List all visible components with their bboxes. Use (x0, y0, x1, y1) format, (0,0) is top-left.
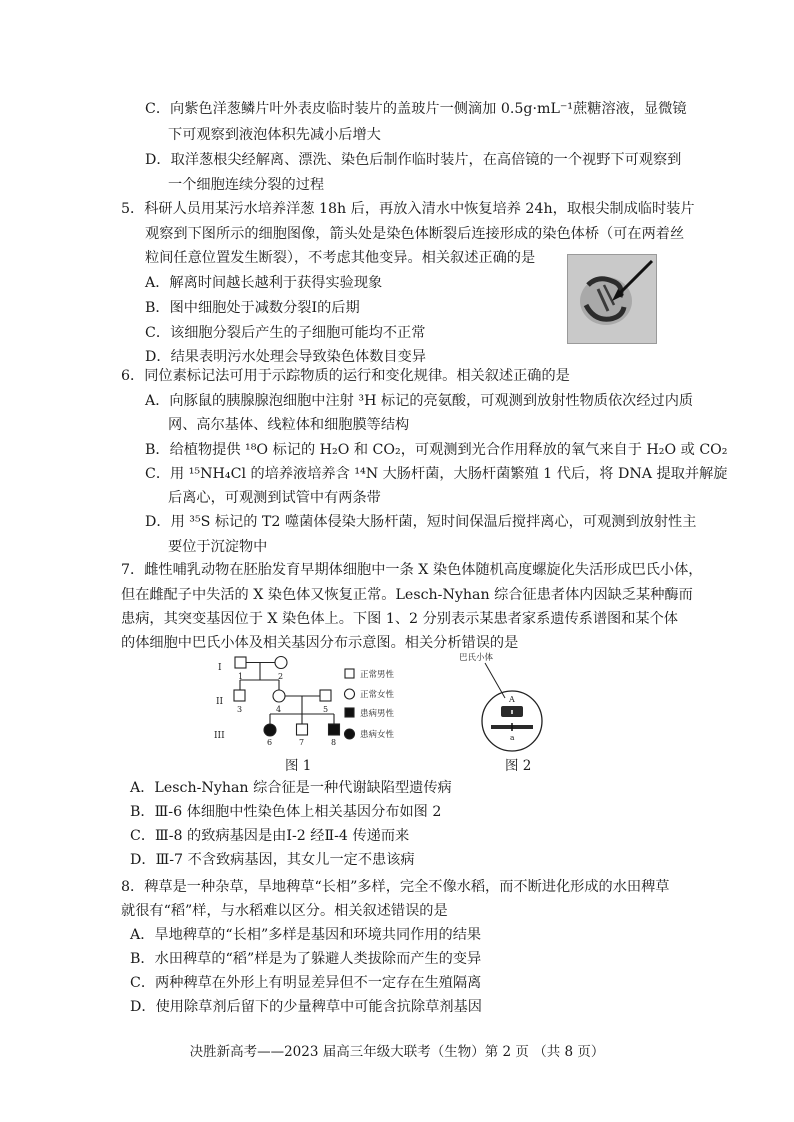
legend-affected-female-icon (345, 729, 355, 739)
question-stem: 7．雌性哺乳动物在胚胎发育早期体细胞中一条 X 染色体随机高度螺旋化失活形成巴氏小体， (121, 562, 703, 578)
option-text: B．Ⅲ-6 体细胞中性染色体上相关基因分布如图 2 (130, 804, 442, 820)
question-stem: 患病，其突变基因位于 X 染色体上。下图 1、2 分别表示某患者家系遗传系谱图和某个体 (121, 611, 678, 627)
option-text: B．给植物提供 ¹⁸O 标记的 H₂O 和 CO₂，可观测到光合作用释放的氧气来自于 H₂O 或 CO₂ (145, 442, 728, 458)
option-text: C．该细胞分裂后产生的子细胞可能均不正常 (145, 325, 426, 341)
question-stem: 但在雌配子中失活的 X 染色体又恢复正常。Lesch-Nyhan 综合征患者体内因缺乏某种酶而 (121, 587, 693, 603)
option-text: 下可观察到液泡体积先减小后增大 (168, 127, 381, 143)
option-text: 网、高尔基体、线粒体和细胞膜等结构 (168, 417, 410, 433)
option-text: A．Lesch-Nyhan 综合征是一种代谢缺陷型遗传病 (130, 780, 452, 796)
question-stem: 5．科研人员用某污水培养洋葱 18h 后，再放入清水中恢复培养 24h，取根尖制成临时装片 (121, 201, 695, 217)
figure-caption: 图 1 (285, 758, 312, 774)
gene-label: A (509, 695, 515, 704)
pedigree-normal-male (320, 690, 331, 701)
legend-affected-male-icon (345, 708, 354, 717)
question-stem: 就很有“稻”样，与水稻难以区分。相关叙述错误的是 (121, 903, 448, 919)
legend-label: 正常男性 (360, 670, 395, 680)
generation-label: III (214, 731, 225, 741)
pedigree-normal-male (297, 724, 308, 735)
pedigree-normal-female (275, 657, 287, 669)
question-stem: 的体细胞中巴氏小体及相关基因分布示意图。相关分析错误的是 (121, 635, 519, 651)
pedigree-normal-male (234, 690, 245, 701)
option-text: C．用 ¹⁵NH₄Cl 的培养液培养含 ¹⁴N 大肠杆菌，大肠杆菌繁殖 1 代后，将 DNA 提取并解旋 (145, 466, 728, 482)
question-stem: 6．同位素标记法可用于示踪物质的运行和变化规律。相关叙述正确的是 (121, 368, 570, 384)
option-text: B．图中细胞处于减数分裂Ⅰ的后期 (145, 300, 360, 316)
pedigree-normal-female (273, 690, 285, 702)
legend-normal-male-icon (345, 669, 354, 678)
option-text: A．解离时间越长越利于获得实验现象 (145, 275, 383, 291)
option-text: C．两种稗草在外形上有明显差异但不一定存在生殖隔离 (130, 975, 482, 991)
question-stem: 粒间任意位置发生断裂），不考虑其他变异。相关叙述正确的是 (145, 250, 536, 266)
gene-label: a (510, 733, 515, 742)
legend-label: 患病男性 (360, 709, 395, 719)
option-text: 一个细胞连续分裂的过程 (168, 177, 325, 193)
svg-text:6: 6 (267, 738, 273, 747)
svg-text:4: 4 (276, 705, 282, 714)
page-footer: 决胜新高考——2023 届高三年级大联考（生物）第 2 页 （共 8 页） (189, 1044, 605, 1060)
svg-text:5: 5 (323, 705, 329, 714)
svg-text:7: 7 (299, 738, 305, 747)
option-text: B．水田稗草的“稻”样是为了躲避人类拔除而产生的变异 (130, 951, 482, 967)
figure-caption: 图 2 (505, 758, 532, 774)
generation-label: II (216, 697, 224, 707)
legend-label: 正常女性 (360, 690, 395, 700)
svg-text:8: 8 (331, 738, 337, 747)
pedigree-affected-male (329, 724, 340, 735)
option-text: 后离心，可观测到试管中有两条带 (168, 490, 381, 506)
pedigree-figure (210, 652, 410, 748)
micrograph-image (567, 254, 657, 344)
svg-text:1: 1 (238, 672, 244, 681)
question-stem: 观察到下图所示的细胞图像，箭头处是染色体断裂后连接形成的染色体桥（可在两着丝 (145, 226, 685, 242)
option-text: D．Ⅲ-7 不含致病基因，其女儿一定不患该病 (130, 852, 415, 868)
option-text: D．使用除草剂后留下的少量稗草中可能含抗除草剂基因 (130, 999, 482, 1015)
svg-text:2: 2 (278, 672, 284, 681)
svg-text:3: 3 (237, 705, 243, 714)
option-text: A．向豚鼠的胰腺腺泡细胞中注射 ³H 标记的亮氨酸，可观测到放射性物质依次经过内质 (145, 393, 694, 409)
legend-normal-female-icon (345, 689, 355, 699)
barr-body-figure (455, 650, 565, 752)
option-text: D．用 ³⁵S 标记的 T2 噬菌体侵染大肠杆菌，短时间保温后搅拌离心，可观测到放射性主 (145, 514, 697, 530)
generation-label: I (218, 663, 222, 673)
option-text: D．取洋葱根尖经解离、漂洗、染色后制作临时装片，在高倍镜的一个视野下可观察到 (145, 152, 682, 168)
pedigree-normal-male (235, 657, 246, 668)
option-text: C．Ⅲ-8 的致病基因是由Ⅰ-2 经Ⅱ-4 传递而来 (130, 828, 410, 844)
option-text: 要位于沉淀物中 (168, 539, 268, 555)
legend-label: 患病女性 (360, 730, 395, 740)
question-stem: 8．稗草是一种杂草，旱地稗草“长相”多样，完全不像水稻，而不断进化形成的水田稗草 (121, 879, 670, 895)
barr-body-label: 巴氏小体 (459, 653, 494, 663)
pedigree-affected-female (264, 724, 276, 736)
option-text: D．结果表明污水处理会导致染色体数目变异 (145, 349, 426, 365)
option-text: A．旱地稗草的“长相”多样是基因和环境共同作用的结果 (130, 927, 482, 943)
option-text: C．向紫色洋葱鳞片叶外表皮临时装片的盖玻片一侧滴加 0.5g·mL⁻¹蔗糖溶液，显微镜 (145, 101, 687, 117)
